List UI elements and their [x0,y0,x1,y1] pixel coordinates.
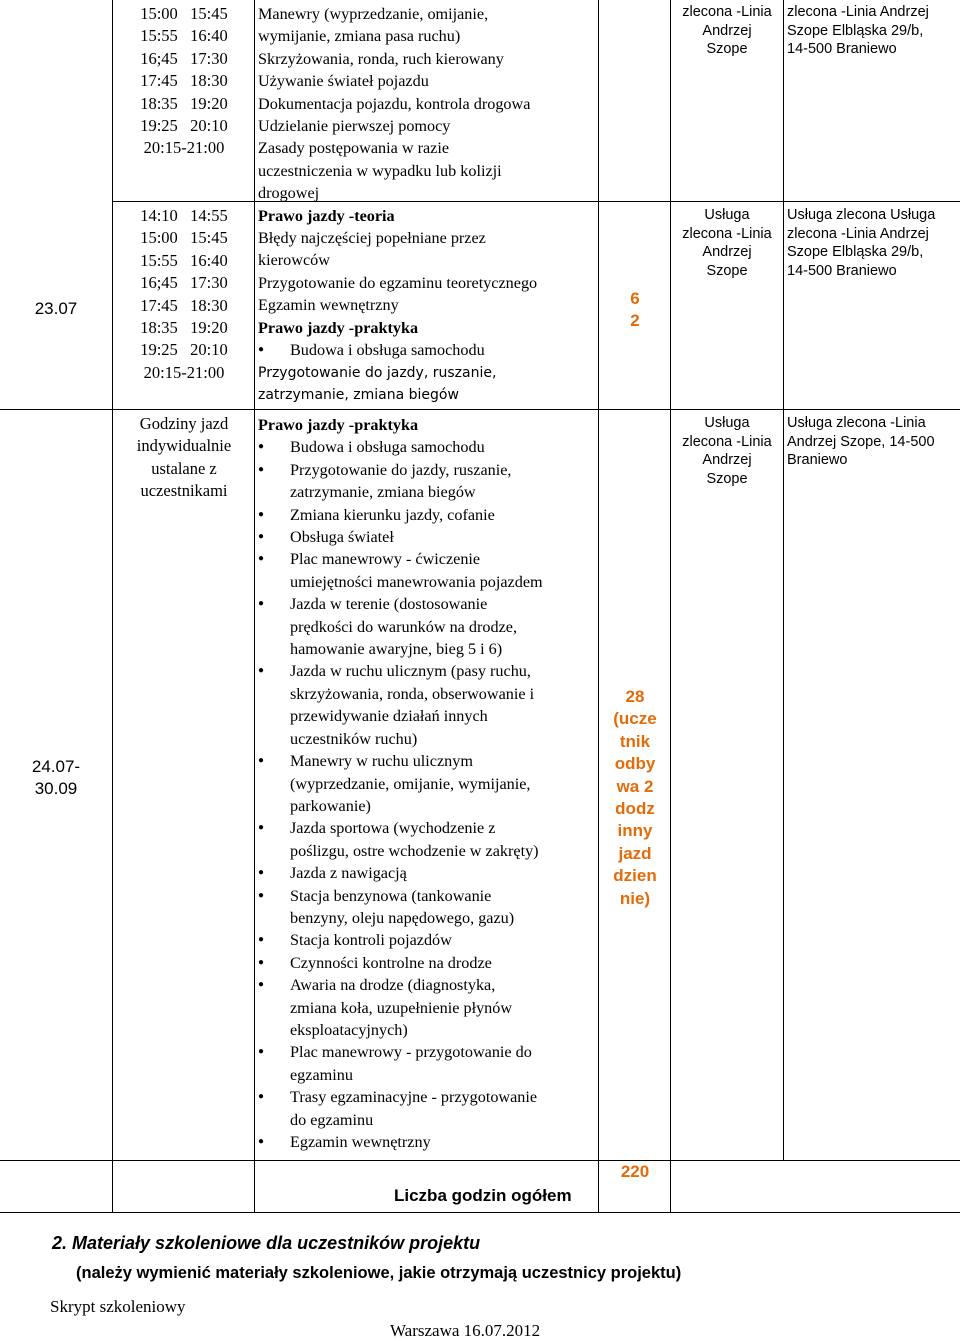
bullet-icon: ● [258,1046,265,1058]
address-line: Andrzej Szope, 14-500 [787,433,935,450]
topic-line: uczestniczenia w wypadku lub kolizji [258,161,502,180]
list-item [258,593,596,660]
footer-place-date: Warszawa 16.07.2012 [390,1321,541,1340]
list-item-line: benzyny, oleju napędowego, gazu) [290,908,515,927]
hour-range: 19:25 20:10 [140,340,228,360]
address-line: Szope Elbląska 29/b, [787,244,924,261]
list-item-line: Jazda w terenie (dostosowanie [290,595,488,614]
bullet-icon: ● [258,463,265,475]
total-hours-value: 220 [620,1162,650,1181]
list-item [258,1086,596,1131]
topic-line: Używanie świateł pojazdu [258,72,429,91]
list-item [258,526,596,548]
hour-range: 17:45 18:30 [140,71,228,91]
hours-count [601,288,669,333]
count-line: tnik [619,731,651,751]
topic-line: Udzielanie pierwszej pomocy [258,117,451,136]
place-line: Szope [706,262,748,279]
list-item-line: (wyprzedzanie, omijanie, wymijanie, [290,774,531,793]
list-item [258,504,596,526]
row-divider [0,409,960,410]
topic-line: Przygotowanie do egzaminu teoretycznego [258,273,538,292]
practice-list [258,436,596,1153]
list-item-line: parkowanie) [290,796,371,815]
place-line: zlecona -Linia [682,225,772,242]
address-line: 14-500 Braniewo [787,262,897,279]
hour-range: 17:45 18:30 [140,295,228,315]
bullet-icon: ● [258,889,265,901]
list-item [258,952,596,974]
count-line: nie) [619,888,651,908]
list-item-line: Manewry w ruchu ulicznym [290,752,473,771]
bullet-icon: ● [258,553,265,565]
list-item-line: umiejętności manewrowania pojazdem [290,572,543,591]
period-cell [0,756,112,800]
count-line: jazd [618,843,652,863]
count-line: (ucze [613,709,657,729]
hours-count [601,686,669,910]
list-item-line: uczestników ruchu) [290,729,418,748]
hours-note: indywidualnie [136,436,232,456]
bullet-icon: ● [258,344,265,356]
hour-range: 18:35 19:20 [140,318,228,338]
topic-line: Manewry (wyprzedzanie, omijanie, [258,5,489,23]
topic-line: drogowej [258,184,320,203]
total-hours-label: Liczba godzin ogółem [394,1186,572,1205]
list-item-line: Trasy egzaminacyjne - przygotowanie [290,1088,538,1107]
hours-note: uczestnikami [140,481,228,501]
bullet-icon: ● [258,508,265,520]
bullet-icon: ● [258,822,265,834]
hour-range: 19:25 20:10 [140,116,228,136]
list-item-line: przewidywanie działań innych [290,707,488,726]
list-item [258,885,596,930]
hours-cell [114,413,254,503]
topic-line: Błędy najczęściej popełniane przez [258,229,486,248]
topic-line: kierowców [258,251,330,270]
column-divider [670,1160,671,1213]
column-divider [112,0,113,1161]
place-line: Usługa [704,207,750,223]
practice-heading: Prawo jazdy -praktyka [258,416,419,434]
list-item-line: hamowanie awaryjne, bieg 5 i 6) [290,640,503,659]
count-line: 2 [630,311,640,331]
list-item-line: prędkości do warunków na drodze, [290,617,518,636]
address-line: zlecona -Linia Andrzej [787,4,929,20]
count-line: odby [614,754,656,774]
list-item-line: Budowa i obsługa samochodu [290,438,485,457]
place-line: zlecona -Linia [682,4,772,20]
topic-line: Zasady postępowania w razie [258,139,450,158]
list-item [258,436,596,458]
place-line: Andrzej [702,22,752,39]
section-title: 2. Materiały szkoleniowe dla uczestników projektu [52,1233,481,1253]
address-cell [787,414,957,470]
place-cell [673,3,781,59]
list-item-line: Jazda sportowa (wychodzenie z [290,819,496,838]
list-item-line: poślizgu, ostre wchodzenie w zakręty) [290,841,539,860]
bullet-icon: ● [258,598,265,610]
bullet-icon: ● [258,665,265,677]
list-item [258,459,596,504]
place-line: zlecona -Linia [682,433,772,450]
bullet-icon: ● [258,531,265,543]
list-item [258,548,596,593]
hour-range: 15:00 15:45 [140,228,228,248]
period-label: 24.07- [31,757,81,776]
place-cell [673,206,781,280]
place-line: Usługa [704,415,750,431]
bullet-icon: ● [258,956,265,968]
bullet-icon: ● [258,441,265,453]
material-item: Skrypt szkoleniowy [50,1297,186,1316]
list-item-line: Stacja benzynowa (tankowanie [290,886,492,905]
address-cell [787,206,957,280]
bullet-icon: ● [258,867,265,879]
row-divider [0,1212,960,1213]
topic-line: Egzamin wewnętrzny [258,296,399,315]
topic-line: Przygotowanie do jazdy, ruszanie, [258,364,497,381]
list-item [258,929,596,951]
list-item-line: Jazda z nawigacją [290,864,407,883]
count-line: dodz [615,799,655,819]
list-item-line: Plac manewrowy - przygotowanie do [290,1043,532,1062]
hours-note: ustalane z [151,458,217,478]
practice-heading: Prawo jazdy -praktyka [258,318,419,337]
bullet-icon: ● [258,1136,265,1147]
hour-range: 20:15-21:00 [143,138,225,158]
address-cell [787,3,957,59]
address-line: zlecona -Linia Andrzej [787,225,929,242]
hour-range: 15:55 16:40 [140,26,228,46]
bullet-icon: ● [258,934,265,946]
column-divider [112,1160,113,1213]
address-line: Usługa zlecona Usługa [787,207,936,223]
hours-cell [114,205,254,384]
hours-note: Godziny jazd [139,414,229,433]
list-item-line: Obsługa świateł [290,528,394,547]
period-label: 23.07 [34,299,78,318]
topic-line: Skrzyżowania, ronda, ruch kierowany [258,49,504,68]
hour-range: 16;45 17:30 [140,48,228,68]
address-line: Szope Elbląska 29/b, [787,22,924,39]
address-line: Braniewo [787,452,848,469]
place-line: Szope [706,41,748,58]
column-divider [598,0,599,1161]
list-item-line: Czynności kontrolne na drodze [290,953,492,972]
list-item [258,1041,596,1086]
hour-range: 16;45 17:30 [140,273,228,293]
list-item-line: Przygotowanie do jazdy, ruszanie, [290,460,512,479]
list-item-line: zmiana koła, uzupełnienie płynów [290,998,513,1017]
row-divider [0,1160,960,1161]
list-item-line: Plac manewrowy - ćwiczenie [290,550,481,569]
list-item-line: Egzamin wewnętrzny [290,1133,431,1151]
hour-range: 20:15-21:00 [143,362,225,382]
column-divider [254,1160,255,1213]
topic-line: Dokumentacja pojazdu, kontrola drogowa [258,94,531,113]
list-item [258,974,596,1041]
list-item [258,1131,596,1153]
count-line: inny [617,821,653,841]
list-item-line: skrzyżowania, ronda, obserwowanie i [290,684,535,703]
list-item [258,862,596,884]
place-line: Andrzej [702,244,752,261]
hour-range: 14:10 14:55 [140,206,228,225]
column-divider [670,0,671,1161]
topic-line: wymijanie, zmiana pasa ruchu) [258,27,461,46]
hour-range: 15:55 16:40 [140,250,228,270]
list-item-line: egzaminu [290,1065,353,1084]
hours-cell [114,3,254,160]
topic-line: zatrzymanie, zmiana biegów [258,386,459,403]
place-cell [673,414,781,488]
list-item-line: do egzaminu [290,1110,374,1129]
bullet-icon: ● [258,1091,265,1103]
column-divider [254,0,255,1161]
count-line: 6 [630,289,640,308]
list-item-line: Awaria na drodze (diagnostyka, [290,976,496,995]
list-item-line: zatrzymanie, zmiana biegów [290,483,476,502]
list-item: ● Budowa i obsługa samochodu [258,339,596,361]
hour-range: 15:00 15:45 [140,4,228,23]
hour-range: 18:35 19:20 [140,93,228,113]
count-line: 28 [625,687,645,706]
theory-heading: Prawo jazdy -teoria [258,206,395,225]
list-item-line: Jazda w ruchu ulicznym (pasy ruchu, [290,662,531,681]
period-cell [0,298,112,320]
topics-cell [258,3,596,406]
list-item [258,660,596,750]
bullet-icon: ● [258,755,265,767]
list-item-line: Zmiana kierunku jazdy, cofanie [290,505,495,524]
count-line: wa 2 [616,776,654,796]
column-divider [598,1160,599,1213]
list-item-line: eksploatacyjnych) [290,1020,408,1039]
list-item-line: Stacja kontroli pojazdów [290,931,452,950]
section-subtitle: (należy wymienić materiały szkoleniowe, jakie otrzymają uczestnicy projektu) [76,1264,682,1282]
bullet-icon: ● [258,979,265,991]
count-line: dzien [613,866,657,886]
place-line: Andrzej [702,452,752,469]
address-line: 14-500 Braniewo [787,41,897,58]
list-item [258,817,596,862]
practice-list [258,339,596,361]
topics-cell [258,414,596,1153]
place-line: Szope [706,470,748,487]
list-item [258,750,596,817]
address-line: Usługa zlecona -Linia [787,415,926,431]
column-divider [783,0,784,1161]
period-label: 30.09 [34,779,78,798]
